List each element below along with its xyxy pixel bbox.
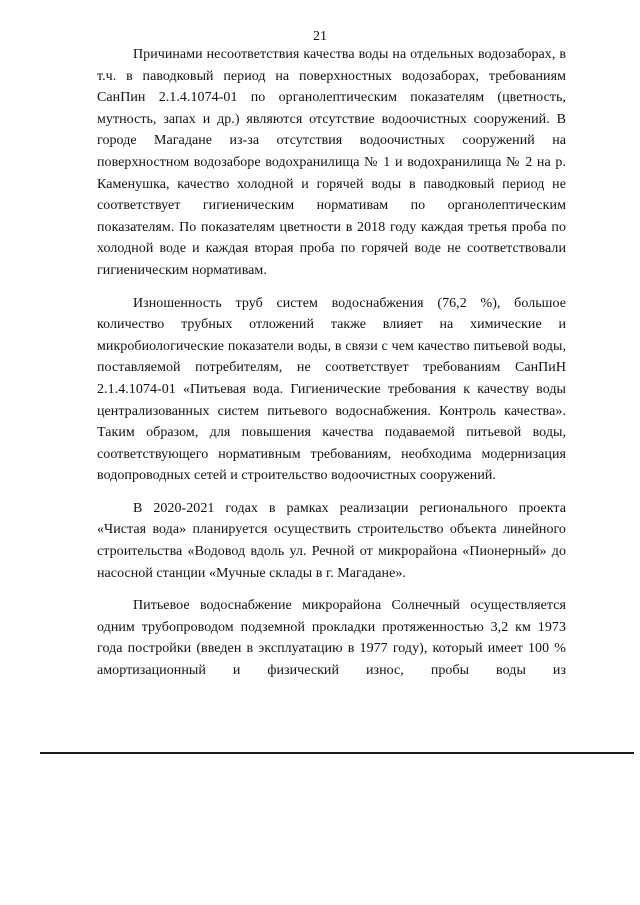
paragraph-pipe-wear: Изношенность труб систем водоснабжения (76,2 %), большое количество трубных отложений также влияет на химические и микробиологические показатели воды, в связи с чем качество питьевой воды, поставляемой потребителям, не соответствует требованиям СанПиН 2.1.4.1074-01 «Питьевая вода. Гигиенические требования к качеству воды централизованных систем питьевого водоснабжения. Контроль качества». Таким образом, для повышения качества подаваемой питьевой воды, соответствующего нормативным требованиям, необходима модернизация водопроводных сетей и строительство водоочистных сооружений. — [97, 295, 566, 484]
footer-divider — [40, 752, 634, 754]
page-number: 21 — [313, 29, 327, 44]
paragraph-clean-water-project: В 2020-2021 годах в рамках реализации регионального проекта «Чистая вода» планируется осуществить строительство объекта линейного строительства «Водовод вдоль ул. Речной от микрорайона «Пионерный» до насосной станции «Мучные склады в г. Магадане». — [97, 500, 566, 581]
paragraph-water-quality-causes: Причинами несоответствия качества воды на отдельных водозаборах, в т.ч. в паводковый период на поверхностных водозаборах, требованиям СанПин 2.1.4.1074-01 по органолептическим показателям (цветность, мутность, запах и др.) являются отсутствие водоочистных сооружений. В городе Магадане из-за отсутствия водоочистных сооружений на поверхностном водозаборе водохранилища № 1 и водохранилища № 2 на р. Каменушка, качество холодной и горячей воды в паводковый период не соответствует гигиеническим нормативам по органолептическим показателям. По показателям цветности в 2018 году каждая третья проба по холодной воде и каждая вторая проба по горячей воде не соответствовали гигиеническим нормативам. — [97, 47, 566, 278]
paragraph-solnechny-supply: Питьевое водоснабжение микрорайона Солнечный осуществляется одним трубопроводом подземной прокладки протяженностью 3,2 км 1973 года постройки (введен в эксплуатацию в 1977 году), который имеет 100 % амортизационный и физический износ, пробы воды из — [97, 598, 566, 679]
document-body — [97, 44, 566, 693]
